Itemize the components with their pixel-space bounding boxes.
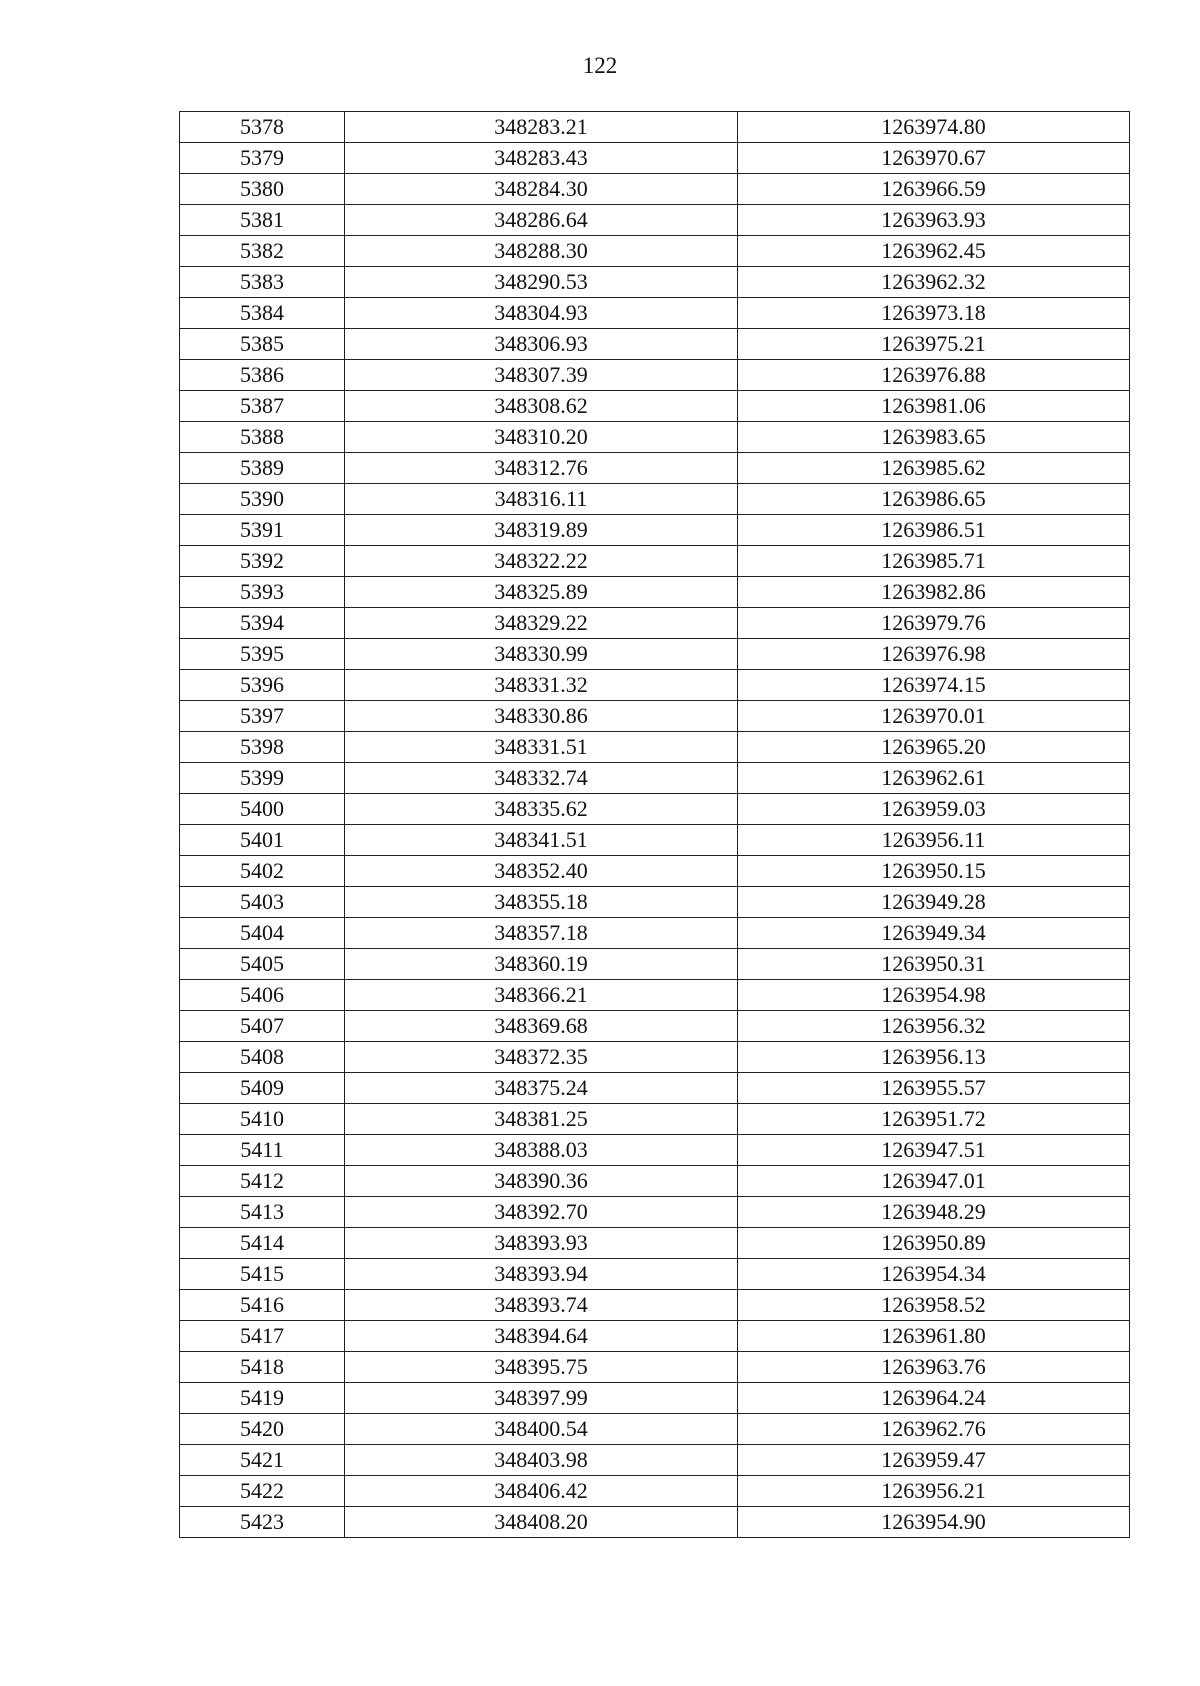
y-coordinate-cell: 1263976.98 (738, 639, 1130, 670)
coordinates-table-body (180, 112, 1130, 1538)
point-number-cell: 5391 (180, 515, 345, 546)
table-row (180, 422, 1130, 453)
point-number-cell: 5423 (180, 1507, 345, 1538)
x-coordinate-cell: 348381.25 (345, 1104, 738, 1135)
point-number-cell: 5386 (180, 360, 345, 391)
x-coordinate-cell: 348352.40 (345, 856, 738, 887)
x-coordinate-cell: 348393.93 (345, 1228, 738, 1259)
table-row (180, 391, 1130, 422)
y-coordinate-cell: 1263963.93 (738, 205, 1130, 236)
y-coordinate-cell: 1263966.59 (738, 174, 1130, 205)
y-coordinate-cell: 1263951.72 (738, 1104, 1130, 1135)
table-row (180, 577, 1130, 608)
x-coordinate-cell: 348408.20 (345, 1507, 738, 1538)
y-coordinate-cell: 1263965.20 (738, 732, 1130, 763)
y-coordinate-cell: 1263954.90 (738, 1507, 1130, 1538)
point-number-cell: 5384 (180, 298, 345, 329)
point-number-cell: 5421 (180, 1445, 345, 1476)
y-coordinate-cell: 1263949.34 (738, 918, 1130, 949)
y-coordinate-cell: 1263956.11 (738, 825, 1130, 856)
x-coordinate-cell: 348284.30 (345, 174, 738, 205)
y-coordinate-cell: 1263949.28 (738, 887, 1130, 918)
table-row (180, 1166, 1130, 1197)
y-coordinate-cell: 1263947.51 (738, 1135, 1130, 1166)
point-number-cell: 5389 (180, 453, 345, 484)
point-number-cell: 5405 (180, 949, 345, 980)
x-coordinate-cell: 348393.94 (345, 1259, 738, 1290)
y-coordinate-cell: 1263959.47 (738, 1445, 1130, 1476)
table-row (180, 825, 1130, 856)
y-coordinate-cell: 1263983.65 (738, 422, 1130, 453)
table-row (180, 949, 1130, 980)
y-coordinate-cell: 1263947.01 (738, 1166, 1130, 1197)
table-row (180, 484, 1130, 515)
y-coordinate-cell: 1263962.61 (738, 763, 1130, 794)
y-coordinate-cell: 1263956.32 (738, 1011, 1130, 1042)
x-coordinate-cell: 348331.32 (345, 670, 738, 701)
y-coordinate-cell: 1263985.71 (738, 546, 1130, 577)
table-row (180, 1073, 1130, 1104)
point-number-cell: 5402 (180, 856, 345, 887)
point-number-cell: 5414 (180, 1228, 345, 1259)
point-number-cell: 5396 (180, 670, 345, 701)
x-coordinate-cell: 348390.36 (345, 1166, 738, 1197)
x-coordinate-cell: 348288.30 (345, 236, 738, 267)
x-coordinate-cell: 348394.64 (345, 1321, 738, 1352)
table-row (180, 1476, 1130, 1507)
point-number-cell: 5385 (180, 329, 345, 360)
table-row (180, 1042, 1130, 1073)
y-coordinate-cell: 1263986.65 (738, 484, 1130, 515)
x-coordinate-cell: 348403.98 (345, 1445, 738, 1476)
y-coordinate-cell: 1263962.32 (738, 267, 1130, 298)
y-coordinate-cell: 1263955.57 (738, 1073, 1130, 1104)
table-row (180, 887, 1130, 918)
table-row (180, 732, 1130, 763)
x-coordinate-cell: 348335.62 (345, 794, 738, 825)
point-number-cell: 5380 (180, 174, 345, 205)
y-coordinate-cell: 1263982.86 (738, 577, 1130, 608)
table-row (180, 639, 1130, 670)
table-row (180, 360, 1130, 391)
y-coordinate-cell: 1263981.06 (738, 391, 1130, 422)
table-row (180, 918, 1130, 949)
table-row (180, 670, 1130, 701)
point-number-cell: 5392 (180, 546, 345, 577)
point-number-cell: 5404 (180, 918, 345, 949)
point-number-cell: 5387 (180, 391, 345, 422)
table-row (180, 1135, 1130, 1166)
table-row (180, 236, 1130, 267)
point-number-cell: 5401 (180, 825, 345, 856)
table-row (180, 112, 1130, 143)
x-coordinate-cell: 348304.93 (345, 298, 738, 329)
table-row (180, 298, 1130, 329)
table-row (180, 1383, 1130, 1414)
table-row (180, 701, 1130, 732)
x-coordinate-cell: 348316.11 (345, 484, 738, 515)
y-coordinate-cell: 1263954.34 (738, 1259, 1130, 1290)
x-coordinate-cell: 348372.35 (345, 1042, 738, 1073)
x-coordinate-cell: 348325.89 (345, 577, 738, 608)
y-coordinate-cell: 1263948.29 (738, 1197, 1130, 1228)
table-row (180, 453, 1130, 484)
x-coordinate-cell: 348330.86 (345, 701, 738, 732)
point-number-cell: 5406 (180, 980, 345, 1011)
table-row (180, 1352, 1130, 1383)
x-coordinate-cell: 348319.89 (345, 515, 738, 546)
table-row (180, 856, 1130, 887)
point-number-cell: 5381 (180, 205, 345, 236)
table-row (180, 1228, 1130, 1259)
x-coordinate-cell: 348312.76 (345, 453, 738, 484)
point-number-cell: 5420 (180, 1414, 345, 1445)
point-number-cell: 5382 (180, 236, 345, 267)
x-coordinate-cell: 348392.70 (345, 1197, 738, 1228)
table-row (180, 1197, 1130, 1228)
point-number-cell: 5408 (180, 1042, 345, 1073)
point-number-cell: 5390 (180, 484, 345, 515)
x-coordinate-cell: 348406.42 (345, 1476, 738, 1507)
x-coordinate-cell: 348308.62 (345, 391, 738, 422)
y-coordinate-cell: 1263959.03 (738, 794, 1130, 825)
x-coordinate-cell: 348331.51 (345, 732, 738, 763)
table-row (180, 794, 1130, 825)
x-coordinate-cell: 348322.22 (345, 546, 738, 577)
table-row (180, 267, 1130, 298)
y-coordinate-cell: 1263975.21 (738, 329, 1130, 360)
point-number-cell: 5398 (180, 732, 345, 763)
table-row (180, 1290, 1130, 1321)
point-number-cell: 5378 (180, 112, 345, 143)
point-number-cell: 5393 (180, 577, 345, 608)
point-number-cell: 5409 (180, 1073, 345, 1104)
table-row (180, 1321, 1130, 1352)
y-coordinate-cell: 1263950.89 (738, 1228, 1130, 1259)
x-coordinate-cell: 348307.39 (345, 360, 738, 391)
x-coordinate-cell: 348341.51 (345, 825, 738, 856)
x-coordinate-cell: 348375.24 (345, 1073, 738, 1104)
table-row (180, 1011, 1130, 1042)
point-number-cell: 5403 (180, 887, 345, 918)
x-coordinate-cell: 348369.68 (345, 1011, 738, 1042)
table-row (180, 546, 1130, 577)
y-coordinate-cell: 1263979.76 (738, 608, 1130, 639)
x-coordinate-cell: 348400.54 (345, 1414, 738, 1445)
x-coordinate-cell: 348393.74 (345, 1290, 738, 1321)
x-coordinate-cell: 348360.19 (345, 949, 738, 980)
x-coordinate-cell: 348332.74 (345, 763, 738, 794)
x-coordinate-cell: 348286.64 (345, 205, 738, 236)
table-row (180, 329, 1130, 360)
point-number-cell: 5411 (180, 1135, 345, 1166)
point-number-cell: 5413 (180, 1197, 345, 1228)
x-coordinate-cell: 348306.93 (345, 329, 738, 360)
y-coordinate-cell: 1263962.76 (738, 1414, 1130, 1445)
y-coordinate-cell: 1263964.24 (738, 1383, 1130, 1414)
y-coordinate-cell: 1263962.45 (738, 236, 1130, 267)
y-coordinate-cell: 1263986.51 (738, 515, 1130, 546)
y-coordinate-cell: 1263970.67 (738, 143, 1130, 174)
table-row (180, 174, 1130, 205)
table-row (180, 205, 1130, 236)
page-number: 122 (582, 53, 618, 78)
table-row (180, 763, 1130, 794)
point-number-cell: 5412 (180, 1166, 345, 1197)
x-coordinate-cell: 348329.22 (345, 608, 738, 639)
point-number-cell: 5394 (180, 608, 345, 639)
point-number-cell: 5407 (180, 1011, 345, 1042)
y-coordinate-cell: 1263956.21 (738, 1476, 1130, 1507)
x-coordinate-cell: 348283.21 (345, 112, 738, 143)
point-number-cell: 5416 (180, 1290, 345, 1321)
table-row (180, 608, 1130, 639)
point-number-cell: 5418 (180, 1352, 345, 1383)
y-coordinate-cell: 1263973.18 (738, 298, 1130, 329)
y-coordinate-cell: 1263985.62 (738, 453, 1130, 484)
y-coordinate-cell: 1263970.01 (738, 701, 1130, 732)
coordinates-table (179, 111, 1130, 1538)
y-coordinate-cell: 1263974.15 (738, 670, 1130, 701)
table-row (180, 143, 1130, 174)
table-row (180, 1445, 1130, 1476)
point-number-cell: 5397 (180, 701, 345, 732)
y-coordinate-cell: 1263974.80 (738, 112, 1130, 143)
point-number-cell: 5410 (180, 1104, 345, 1135)
y-coordinate-cell: 1263950.15 (738, 856, 1130, 887)
x-coordinate-cell: 348357.18 (345, 918, 738, 949)
y-coordinate-cell: 1263958.52 (738, 1290, 1130, 1321)
x-coordinate-cell: 348283.43 (345, 143, 738, 174)
x-coordinate-cell: 348366.21 (345, 980, 738, 1011)
point-number-cell: 5419 (180, 1383, 345, 1414)
point-number-cell: 5422 (180, 1476, 345, 1507)
point-number-cell: 5383 (180, 267, 345, 298)
y-coordinate-cell: 1263976.88 (738, 360, 1130, 391)
point-number-cell: 5415 (180, 1259, 345, 1290)
point-number-cell: 5417 (180, 1321, 345, 1352)
point-number-cell: 5399 (180, 763, 345, 794)
x-coordinate-cell: 348355.18 (345, 887, 738, 918)
x-coordinate-cell: 348310.20 (345, 422, 738, 453)
x-coordinate-cell: 348395.75 (345, 1352, 738, 1383)
point-number-cell: 5379 (180, 143, 345, 174)
table-row (180, 1259, 1130, 1290)
table-row (180, 980, 1130, 1011)
x-coordinate-cell: 348290.53 (345, 267, 738, 298)
x-coordinate-cell: 348388.03 (345, 1135, 738, 1166)
table-row (180, 1414, 1130, 1445)
y-coordinate-cell: 1263956.13 (738, 1042, 1130, 1073)
table-row (180, 1507, 1130, 1538)
y-coordinate-cell: 1263963.76 (738, 1352, 1130, 1383)
table-row (180, 515, 1130, 546)
point-number-cell: 5400 (180, 794, 345, 825)
y-coordinate-cell: 1263954.98 (738, 980, 1130, 1011)
table-row (180, 1104, 1130, 1135)
x-coordinate-cell: 348397.99 (345, 1383, 738, 1414)
x-coordinate-cell: 348330.99 (345, 639, 738, 670)
y-coordinate-cell: 1263950.31 (738, 949, 1130, 980)
point-number-cell: 5395 (180, 639, 345, 670)
y-coordinate-cell: 1263961.80 (738, 1321, 1130, 1352)
point-number-cell: 5388 (180, 422, 345, 453)
